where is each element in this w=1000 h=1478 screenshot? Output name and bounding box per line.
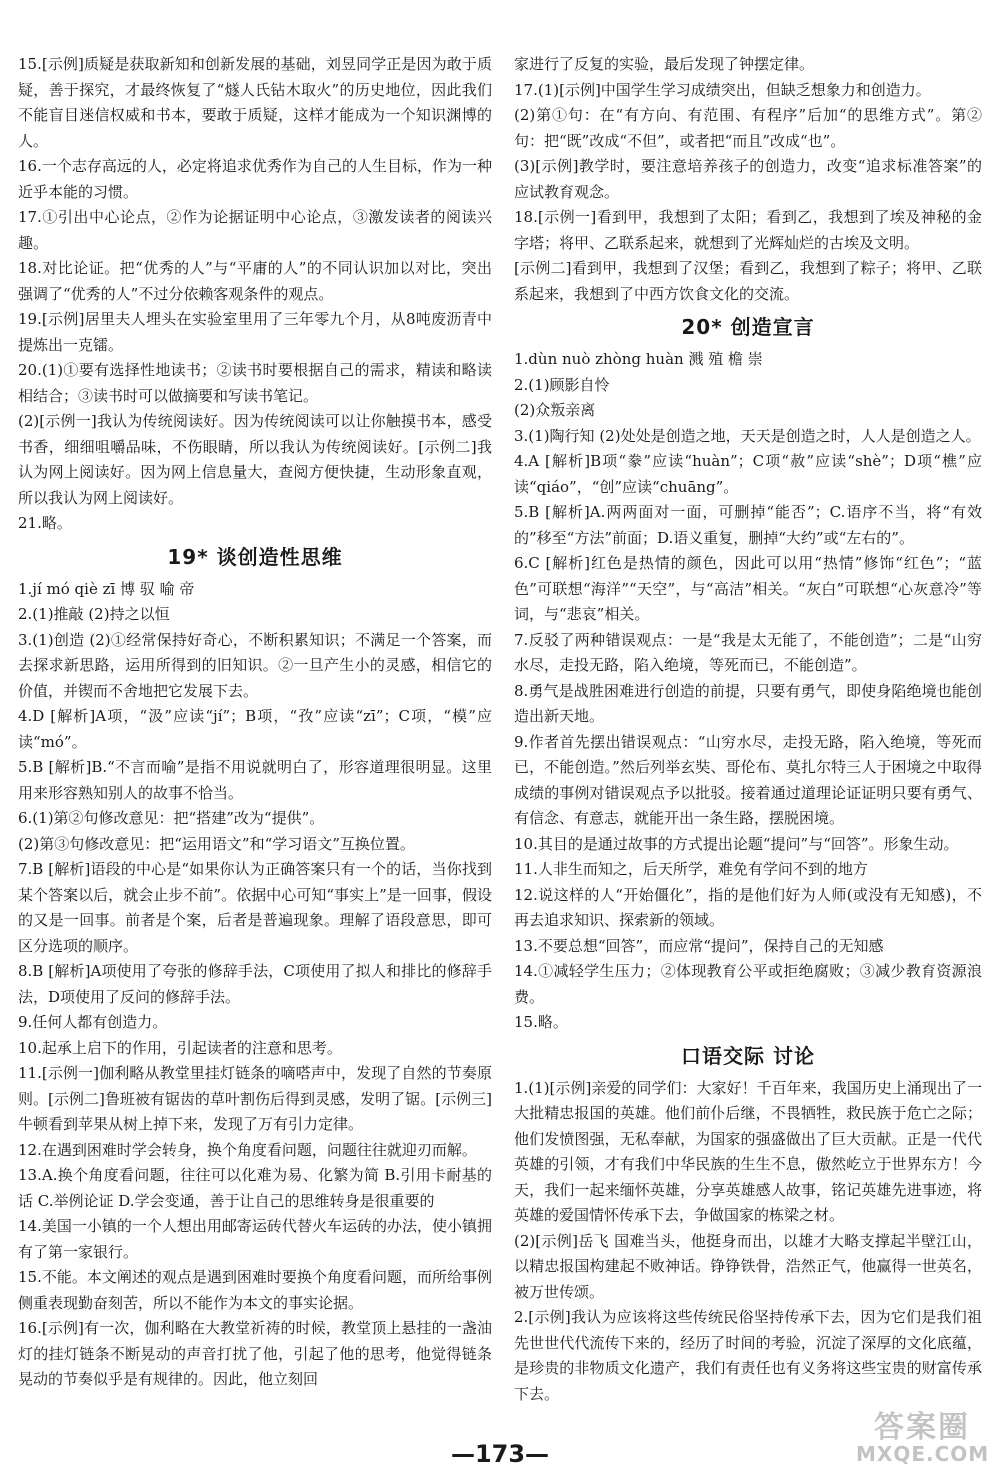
answer-paragraph: 1.jí mó qiè zī 博 驭 喻 帝 xyxy=(18,579,195,598)
answer-paragraph: 16.一个志存高远的人，必定将追求优秀作为自己的人生目标，作为一种近乎本能的习惯。 xyxy=(18,157,492,201)
answer-paragraph: 2.(1)推敲 (2)持之以恒 xyxy=(18,605,170,623)
answer-paragraph: 11.[示例一]伽利略从教堂里挂灯链条的嘀嗒声中，发现了自然的节奏原则。[示例二]鲁班被有锯齿的草叶割伤后得到灵感，发明了锯。[示例三]牛顿看到苹果从树上掉下来，发现了万有引力定律。 xyxy=(18,1064,492,1133)
section-heading: 20* 创造宣言 xyxy=(681,315,815,339)
answer-paragraph: (2)第①句：在“有方向、有范围、有程序”后加“的思维方式”。第②句：把“既”改成“不但”，或者把“而且”改成“也”。 xyxy=(514,106,982,150)
answer-paragraph: 14.美国一小镇的一个人想出用邮寄运砖代替火车运砖的办法，使小镇拥有了第一家银行。 xyxy=(18,1217,492,1261)
answer-paragraph: (2)众叛亲离 xyxy=(514,401,596,419)
answer-paragraph: 15.略。 xyxy=(514,1013,568,1031)
answer-paragraph: 1.(1)[示例]亲爱的同学们：大家好！千百年来，我国历史上涌现出了一大批精忠报国的英雄。他们前仆后继，不畏牺牲，救民族于危亡之际；他们发愤图强，无私奉献，为国家的强盛做出了巨大贡献。正是一代代英雄的引领，才有我们中华民族的生生不息，傲然屹立于世界东方！今天，我们一起来缅怀英雄，分享英雄感人故事，铭记英雄先进事迹，将英雄的爱国情怀传承下去，争做国家的栋梁之材。 xyxy=(514,1078,982,1224)
answer-paragraph: 21.略。 xyxy=(18,514,72,532)
answer-paragraph: 9.任何人都有创造力。 xyxy=(18,1013,168,1031)
answer-paragraph: 15.不能。本文阐述的观点是遇到困难时要换个角度看问题，而所给事例侧重表现勤奋刻苦，所以不能作为本文的事实论据。 xyxy=(18,1268,492,1312)
watermark-title: 答案圈 xyxy=(874,1410,970,1445)
answer-paragraph: 10.其目的是通过故事的方式提出论题“提问”与“回答”。形象生动。 xyxy=(514,834,959,853)
right-column xyxy=(514,52,982,1407)
answer-paragraph: 1.dùn nuò zhòng huàn 溅 殖 檐 崇 xyxy=(514,350,763,368)
answer-paragraph: 15.[示例]质疑是获取新知和创新发展的基础，刘昱同学正是因为敢于质疑，善于探究，才最终恢复了“燧人氏钻木取火”的历史地位，因此我们不能盲目迷信权威和书本，要敢于质疑，这样才能成为一个知识渊博的人。 xyxy=(18,55,492,150)
answer-paragraph: (2)第③句修改意见：把“运用语文”和“学习语文”互换位置。 xyxy=(18,834,415,853)
answer-paragraph: 2.[示例]我认为应该将这些传统民俗坚持传承下去，因为它们是我们祖先世世代代流传下来的，经历了时间的考验，沉淀了深厚的文化底蕴，是珍贵的非物质文化遗产，我们有责任也有义务将这些宝贵的财富传承下去。 xyxy=(514,1308,982,1403)
answer-paragraph: 3.(1)陶行知 (2)处处是创造之地，天天是创造之时，人人是创造之人。 xyxy=(514,426,981,445)
answer-paragraph: 4.A [解析]B项“豢”应读“huàn”；C项“赦”应读“shè”；D项“樵”应读“qiáo”，“创”应读“chuāng”。 xyxy=(514,452,982,496)
answer-paragraph: 12.在遇到困难时学会转身，换个角度看问题，问题往往就迎刃而解。 xyxy=(18,1140,477,1159)
answer-paragraph: 4.D [解析]A项，“汲”应读“jí”；B项，“孜”应读“zī”；C项，“模”应读“mó”。 xyxy=(18,707,492,751)
answer-paragraph: 16.[示例]有一次，伽利略在大教堂祈祷的时候，教堂顶上悬挂的一盏油灯的挂灯链条不断晃动的声音打扰了他，引起了他的思考，他觉得链条晃动的节奏似乎是有规律的。因此，他立刻回 xyxy=(18,1319,492,1388)
watermark-logo xyxy=(856,1400,988,1470)
answer-paragraph: 8.勇气是战胜困难进行创造的前提，只要有勇气，即使身陷绝境也能创造出新天地。 xyxy=(514,681,982,725)
answer-paragraph: 5.B [解析]A.两两面对一面，可删掉“能否”；C.语序不当，将“有效的”移至“方法”前面；D.语义重复，删掉“大约”或“左右的”。 xyxy=(514,503,982,547)
answer-paragraph: [示例二]看到甲，我想到了汉堡；看到乙，我想到了粽子；将甲、乙联系起来，我想到了中西方饮食文化的交流。 xyxy=(514,259,982,303)
answer-paragraph: 11.人非生而知之，后天所学，难免有学问不到的地方 xyxy=(514,860,868,878)
answer-paragraph: 6.C [解析]红色是热情的颜色，因此可以用“热情”修饰“红色”；“蓝色”可联想“海洋”“天空”，与“高洁”相关。“灰白”可联想“心灰意冷”等词，与“悲哀”相关。 xyxy=(514,554,982,623)
answer-paragraph: 8.B [解析]A项使用了夸张的修辞手法，C项使用了拟人和排比的修辞手法，D项使用了反问的修辞手法。 xyxy=(18,962,492,1006)
answer-paragraph: 12.说这样的人“开始僵化”，指的是他们好为人师(或没有无知感)，不再去追求知识、探索新的领域。 xyxy=(514,885,982,929)
answer-paragraph: 7.B [解析]语段的中心是“如果你认为正确答案只有一个的话，当你找到某个答案以后，就会止步不前”。依据中心可知“事实上”是一回事，假设的又是一回事。前者是个案，后者是普遍现象。理解了语段意思，即可区分选项的顺序。 xyxy=(18,860,492,955)
answer-paragraph: (2)[示例一]我认为传统阅读好。因为传统阅读可以让你触摸书本，感受书香，细细咀嚼品味，不伤眼睛，所以我认为传统阅读好。[示例二]我认为网上阅读好。因为网上信息量大，查阅方便快捷，生动形象直观，所以我认为网上阅读好。 xyxy=(18,412,492,507)
answer-paragraph: 6.(1)第②句修改意见：把“搭建”改为“提供”。 xyxy=(18,809,325,827)
answer-paragraph: 17.①引出中心论点，②作为论据证明中心论点，③激发读者的阅读兴趣。 xyxy=(18,208,492,252)
answer-paragraph: 7.反驳了两种错误观点：一是“我是太无能了，不能创造”；二是“山穷水尽，走投无路，陷入绝境，等死而已，不能创造”。 xyxy=(514,630,982,674)
answer-paragraph: (2)[示例]岳飞 国难当头，他挺身而出，以雄才大略支撑起半壁江山，以精忠报国构建起不败神话。铮铮铁骨，浩然正气，他赢得一世英名，被万世传颂。 xyxy=(514,1231,982,1301)
answer-paragraph: 14.①减轻学生压力；②体现教育公平或拒绝腐败；③减少教育资源浪费。 xyxy=(514,962,982,1006)
answer-paragraph: 2.(1)顾影自怜 xyxy=(514,375,610,394)
left-column xyxy=(18,52,492,1393)
answer-paragraph: 5.B [解析]B.“不言而喻”是指不用说就明白了，形容道理很明显。这里用来形容熟知别人的故事不恰当。 xyxy=(18,758,492,802)
answer-paragraph: 家进行了反复的实验，最后发现了钟摆定律。 xyxy=(514,55,815,73)
answer-paragraph: 13.不要总想“回答”，而应常“提问”，保持自己的无知感 xyxy=(514,936,884,955)
answer-paragraph: 18.[示例一]看到甲，我想到了太阳；看到乙，我想到了埃及神秘的金字塔；将甲、乙联系起来，就想到了光辉灿烂的古埃及文明。 xyxy=(514,208,982,252)
answer-paragraph: 13.A.换个角度看问题，往往可以化难为易、化繁为简 B.引用卡耐基的话 C.举例论证 D.学会变通，善于让自己的思维转身是很重要的 xyxy=(18,1166,492,1210)
section-heading: 口语交际 讨论 xyxy=(681,1043,815,1068)
answer-paragraph: 18.对比论证。把“优秀的人”与“平庸的人”的不同认识加以对比，突出强调了“优秀的人”不过分依赖客观条件的观点。 xyxy=(18,259,492,303)
section-heading: 19* 谈创造性思维 xyxy=(167,544,343,569)
watermark-url: MXQE.COM xyxy=(856,1442,990,1466)
answer-paragraph: 20.(1)①要有选择性地读书；②读书时要根据自己的需求，精读和略读相结合；③读书时可以做摘要和写读书笔记。 xyxy=(18,361,492,405)
answer-paragraph: 3.(1)创造 (2)①经常保持好奇心，不断积累知识；不满足一个答案，而去探求新思路，运用所得到的旧知识。②一旦产生小的灵感，相信它的价值，并锲而不舍地把它发展下去。 xyxy=(18,630,492,700)
answer-paragraph: 17.(1)[示例]中国学生学习成绩突出，但缺乏想象力和创造力。 xyxy=(514,80,931,99)
answer-paragraph: 10.起承上启下的作用，引起读者的注意和思考。 xyxy=(18,1038,342,1057)
answer-paragraph: 9.作者首先摆出错误观点：“山穷水尽，走投无路，陷入绝境，等死而已，不能创造。”然后列举玄奘、哥伦布、莫扎尔特三人于困境之中取得成绩的事例对错误观点予以批驳。接着通过道理论证证明只要有勇气、有信念、有意志，就能开出一条生路，摆脱困境。 xyxy=(514,732,982,827)
answer-paragraph: 19.[示例]居里夫人埋头在实验室里用了三年零九个月，从8吨废沥青中提炼出一克镭。 xyxy=(18,310,492,354)
page-number: —173— xyxy=(450,1440,550,1468)
answer-paragraph: (3)[示例]教学时，要注意培养孩子的创造力，改变“追求标准答案”的应试教育观念。 xyxy=(514,157,982,201)
